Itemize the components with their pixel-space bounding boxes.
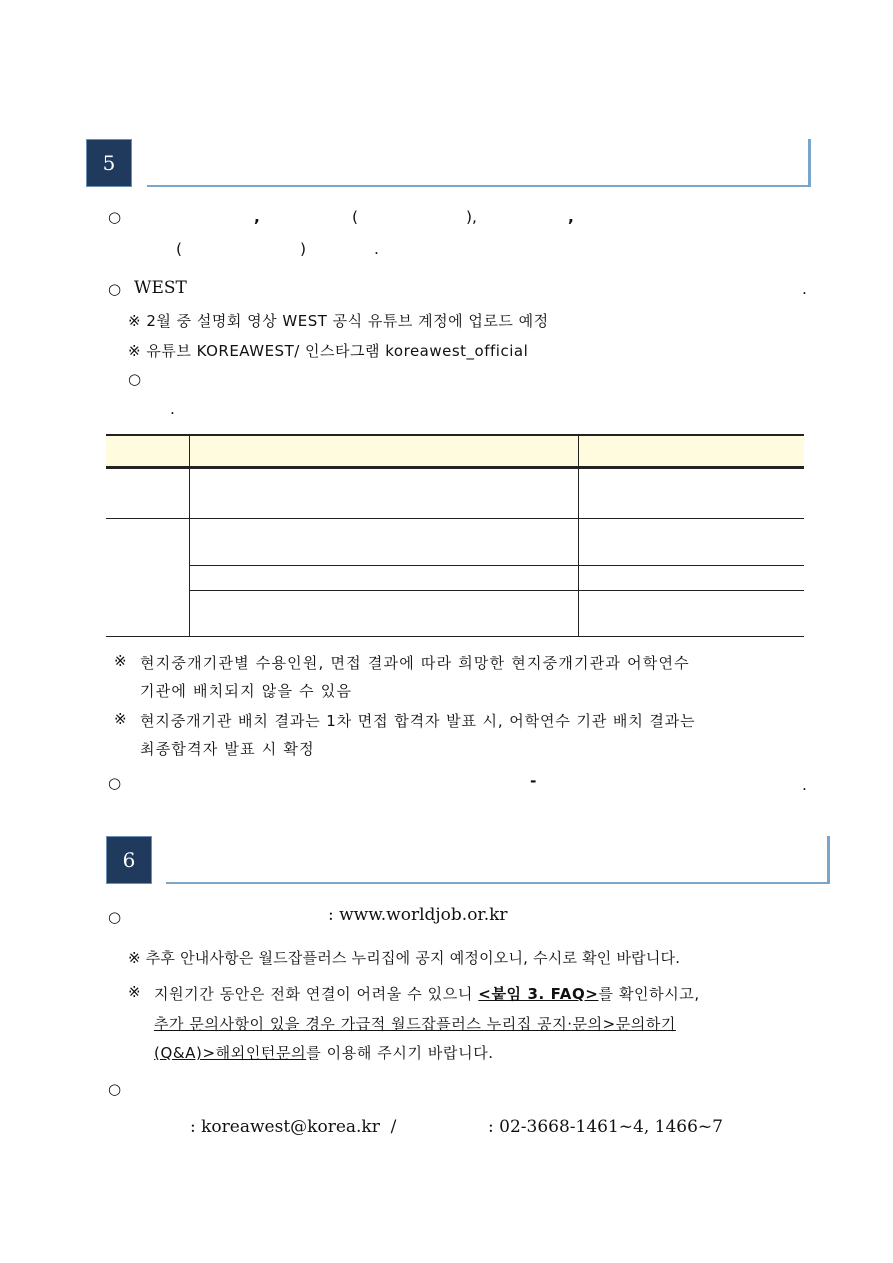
note-placement-line-1: 현지중개기관별 수용인원, 면접 결과에 따라 희망한 현지중개기관과 어학연수 (140, 654, 690, 672)
note-faq-text-b: 를 확인하시고, (598, 985, 700, 1003)
last-period: . (802, 776, 807, 794)
bullet-site: ○ (108, 908, 122, 926)
note-faq-text-c: 를 이용해 주시기 바랍니다. (306, 1044, 494, 1062)
section-6-number: 6 (122, 848, 136, 872)
bullet-last: ○ (108, 774, 122, 792)
paren-open-1: ( (352, 208, 359, 226)
note-placement-mark: ※ (114, 652, 128, 670)
west-period: . (802, 280, 807, 298)
section-6-right-bar (827, 836, 830, 884)
note-faq-line-2[interactable]: 추가 문의사항이 있을 경우 가급적 월드잡플러스 누리집 공지·문의>문의하기 (154, 1015, 676, 1033)
section-6-underline (166, 882, 830, 884)
bullet-contact: ○ (108, 1080, 122, 1098)
table-header-row (106, 435, 804, 467)
contact-phone: : 02-3668-1461~4, 1466~7 (488, 1117, 723, 1137)
table-bottom-border (106, 636, 804, 637)
table-header-bottom-border (106, 466, 804, 469)
section-5-underline (147, 185, 811, 187)
section-5-right-bar (808, 139, 811, 187)
note-faq-text-a: 지원기간 동안은 전화 연결이 어려울 수 있으니 (154, 985, 473, 1003)
bullet-1: ○ (108, 208, 122, 226)
table-top-border (106, 434, 804, 436)
note-faq-mark: ※ (128, 983, 142, 1001)
table-col-divider-1 (189, 435, 190, 636)
note-notice: ※ 추후 안내사항은 월드잡플러스 누리집에 공지 예정이오니, 수시로 확인 바랍니다. (128, 949, 681, 967)
section-5-number-box (86, 139, 132, 187)
bullet-sub: ○ (128, 370, 142, 388)
note-sns-accounts: ※ 유튜브 KOREAWEST/ 인스타그램 koreawest_official (128, 342, 529, 360)
note-faq-line-1 (154, 983, 700, 1004)
table-col-divider-2 (578, 435, 579, 636)
bullet-west: ○ (108, 280, 122, 298)
note-result-line-1: 현지중개기관 배치 결과는 1차 면접 합격자 발표 시, 어학연수 기관 배치 결과는 (140, 712, 696, 730)
note-result-mark: ※ (114, 710, 128, 728)
table-row-2-bottom (189, 565, 804, 566)
last-dash: - (530, 772, 537, 790)
contact-email: : koreawest@korea.kr / (190, 1117, 397, 1137)
comma-2: , (568, 208, 574, 226)
table-row-3-bottom (189, 590, 804, 591)
paren-close-2: ) (300, 240, 307, 258)
section-5-number: 5 (102, 151, 116, 175)
period-2: . (374, 240, 379, 258)
note-faq-line-3 (154, 1042, 494, 1063)
sub-period: . (170, 400, 175, 418)
faq-link[interactable]: <붙임 3. FAQ> (478, 985, 599, 1003)
note-youtube-upload: ※ 2월 중 설명회 영상 WEST 공식 유튜브 계정에 업로드 예정 (128, 312, 549, 330)
note-result-line-2: 최종합격자 발표 시 확정 (140, 740, 315, 758)
section-6-number-box (106, 836, 152, 884)
paren-open-2: ( (176, 240, 183, 258)
comma-1: , (254, 208, 260, 226)
qa-link[interactable]: (Q&A)>해외인턴문의 (154, 1044, 307, 1062)
site-url: : www.worldjob.or.kr (328, 905, 508, 925)
paren-close-1: ), (466, 208, 477, 226)
note-placement-line-2: 기관에 배치되지 않을 수 있음 (140, 682, 353, 700)
west-label: WEST (134, 278, 187, 298)
table-row-1-bottom (106, 518, 804, 519)
